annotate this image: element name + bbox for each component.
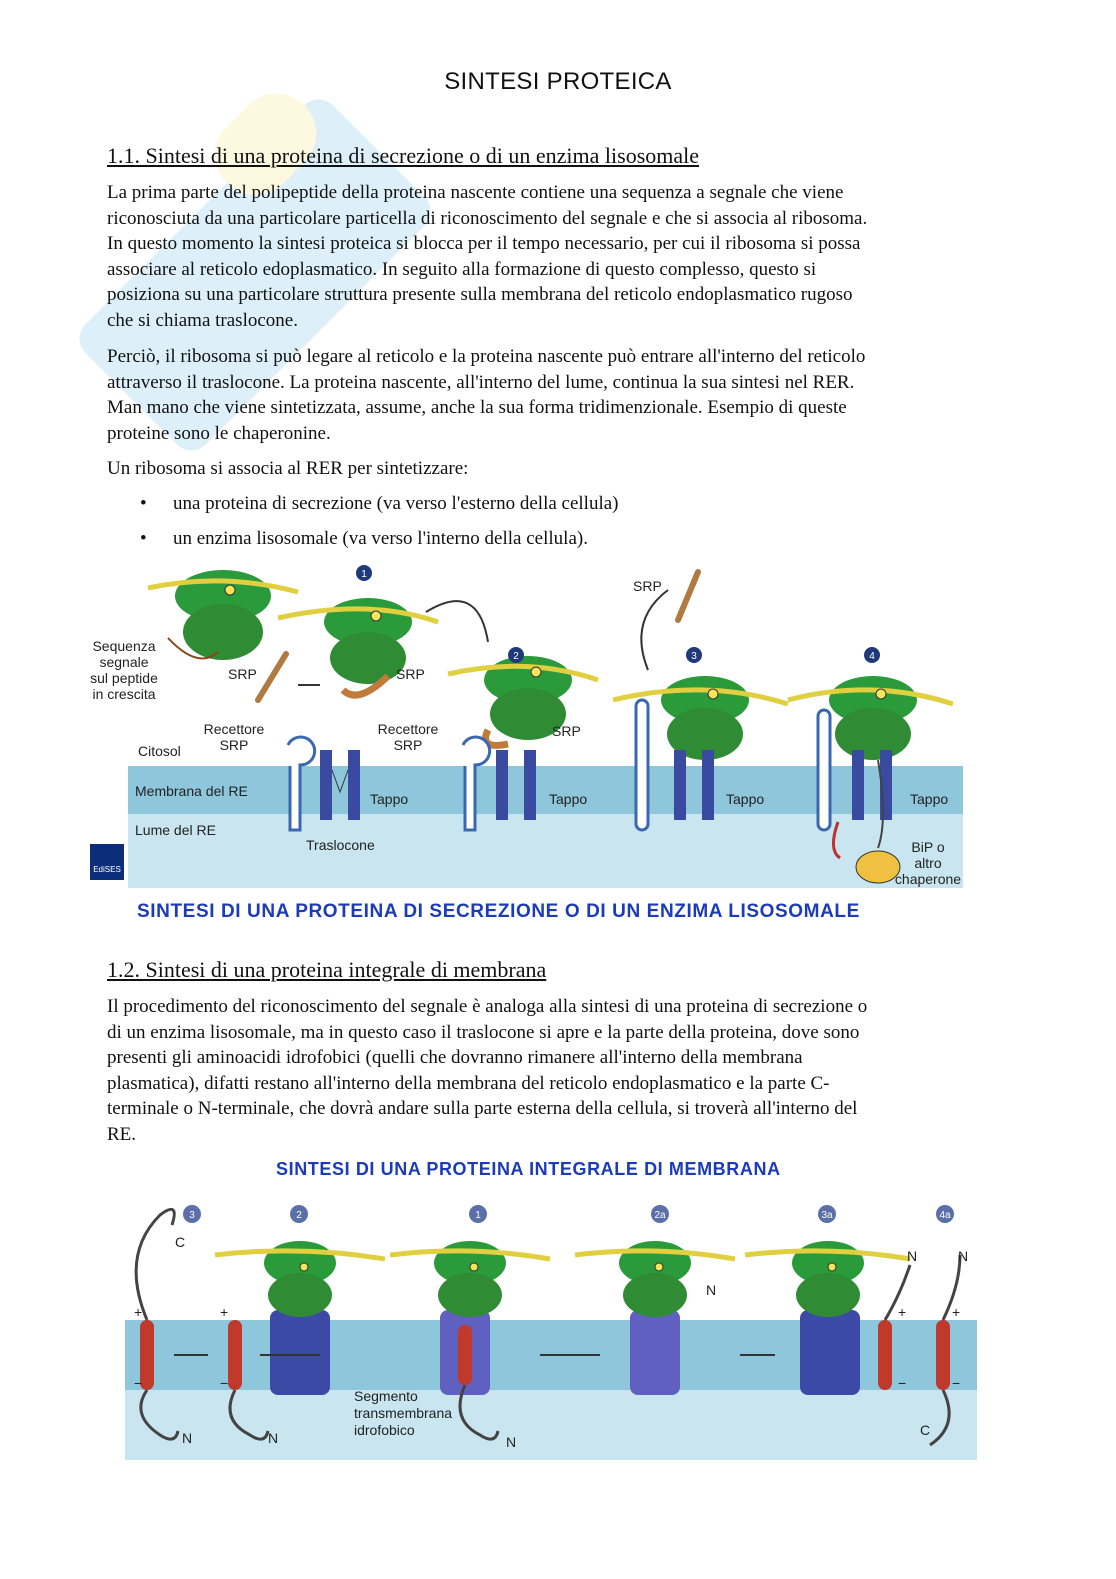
step-badge: [864, 647, 880, 663]
label-sequenza: Sequenza: [92, 638, 156, 654]
label-srp: SRP: [396, 666, 425, 682]
label-recettore: SRP: [393, 737, 423, 753]
label-tappo: Tappo: [549, 791, 588, 807]
translocon-icon: [630, 1310, 680, 1395]
srp-rod-icon: [258, 654, 286, 700]
text-line: che si chiama traslocone.: [107, 309, 298, 331]
text-line: Il procedimento del riconoscimento del segnale è analoga alla sintesi di una proteina di secrezione o: [107, 996, 868, 1017]
label-sequenza: sul peptide: [90, 670, 158, 686]
text-line: posiziona su una particolare struttura presente sulla membrana del reticolo endoplasmatico rugoso: [107, 284, 853, 306]
translocon-icon: [800, 1310, 860, 1395]
figure-2-diagram: [120, 1195, 980, 1465]
list-item-text: un enzima lisosomale (va verso l'interno della cellula).: [173, 527, 588, 549]
step-number: 2: [296, 1210, 302, 1221]
label-n-term: N: [907, 1248, 918, 1264]
label-n-term: N: [268, 1430, 279, 1446]
section-2: [107, 957, 1007, 983]
bullet-dot: •: [140, 493, 147, 514]
ribosome-icon: [148, 570, 298, 660]
label-tappo: Tappo: [726, 791, 765, 807]
step-number: 4a: [939, 1210, 951, 1221]
section-1-paragraph-1: [107, 180, 1007, 334]
label-srp: SRP: [552, 723, 581, 739]
label-lume: Lume del RE: [135, 822, 216, 838]
step-badge: [508, 647, 524, 663]
label-n-term: N: [958, 1248, 969, 1264]
label-recettore: SRP: [219, 737, 249, 753]
text-line: Man mano che viene sintetizzata, assume, anche la sua forma tridimenzionale. Esempio di queste: [107, 397, 847, 419]
label-minus: −: [220, 1375, 229, 1391]
label-plus: +: [220, 1304, 229, 1320]
step-number: 2: [513, 651, 519, 662]
label-plus: +: [952, 1304, 961, 1320]
label-srp: SRP: [228, 666, 257, 682]
ribosome-icon: [788, 676, 953, 760]
step-badge: [686, 647, 702, 663]
ribosome-icon: [390, 1241, 550, 1317]
label-recettore: Recettore: [377, 721, 439, 737]
label-sequenza: in crescita: [92, 686, 156, 702]
step-number: 4: [869, 651, 875, 662]
srp-rod-icon: [678, 572, 698, 620]
text-line: Perciò, il ribosoma si può legare al reticolo e la proteina nascente può entrare all'interno del reticolo: [107, 346, 866, 367]
label-traslocone: Traslocone: [306, 837, 375, 853]
step-number: 3: [691, 651, 697, 662]
list-item-text: una proteina di secrezione (va verso l'esterno della cellula): [173, 493, 619, 514]
label-tappo: Tappo: [370, 791, 409, 807]
figure-1-diagram: [88, 560, 968, 895]
edises-logo: [90, 844, 124, 880]
step-number: 3: [189, 1210, 195, 1221]
label-citosol: Citosol: [138, 743, 181, 759]
text-line: terminale o N-terminale, che dovrà andare sulla parte esterna della cellula, si troverà all'interno del: [107, 1098, 858, 1120]
text-line: La prima parte del polipeptide della proteina nascente contiene una sequenza a segnale che viene: [107, 182, 844, 203]
figure-1-caption: SINTESI DI UNA PROTEINA DI SECREZIONE O DI UN ENZIMA LISOSOMALE: [137, 901, 860, 922]
label-c-term: C: [175, 1234, 186, 1250]
bullet-list: [107, 491, 987, 560]
label-segmento: Segmento: [354, 1388, 418, 1404]
label-membrana: Membrana del RE: [135, 783, 248, 799]
section-1-paragraph-2: [107, 344, 1007, 446]
bullet-dot: •: [140, 527, 147, 549]
text-line: associare al reticolo edoplasmatico. In seguito alla formazione di questo complesso, questo si: [107, 258, 817, 280]
text-line: plasmatica), difatti restano all'interno della membrana del reticolo endoplasmatico e la parte C-: [107, 1072, 830, 1094]
label-c-term: C: [920, 1422, 931, 1438]
label-n-term: N: [506, 1434, 517, 1450]
section-1: [107, 143, 1007, 169]
section-1-paragraph-3: [107, 456, 1007, 482]
step-number: 1: [361, 569, 367, 580]
text-line: di un enzima lisosomale, ma in questo caso il traslocone si apre e la parte della proteina, dove sono: [107, 1021, 860, 1043]
label-n-term: N: [706, 1282, 717, 1298]
label-segmento: idrofobico: [354, 1422, 415, 1438]
label-srp: SRP: [633, 578, 662, 594]
step-number: 2a: [654, 1210, 666, 1221]
curved-arrow-icon: [641, 590, 668, 670]
text-line: proteine sono le chaperonine.: [107, 422, 331, 444]
label-plus: +: [134, 1304, 143, 1320]
label-minus: −: [134, 1375, 143, 1391]
lumen-band: [125, 1390, 977, 1460]
label-tappo: Tappo: [910, 791, 949, 807]
label-n-term: N: [182, 1430, 193, 1446]
er-membrane-band: [128, 766, 963, 814]
label-minus: −: [898, 1375, 907, 1391]
label-recettore: Recettore: [203, 721, 265, 737]
label-sequenza: segnale: [99, 654, 149, 670]
text-line: Un ribosoma si associa al RER per sintetizzare:: [107, 458, 469, 479]
step-badge: [356, 565, 372, 581]
text-line: RE.: [107, 1123, 137, 1145]
edises-logo-text: EdiSES: [93, 865, 121, 874]
srp-receptor-icon: [636, 700, 648, 830]
list-item: [107, 491, 987, 517]
section-1-heading: 1.1. Sintesi di una proteina di secrezione o di un enzima lisosomale: [107, 143, 700, 168]
page-title: SINTESI PROTEICA: [444, 68, 672, 95]
translocon-icon: [270, 1310, 330, 1395]
text-line: attraverso il traslocone. La proteina nascente, all'interno del lume, continua la sua sintesi nel RER.: [107, 371, 855, 393]
text-line: presenti gli aminoacidi idrofobici (quelli che dovranno rimanere all'interno della membrana: [107, 1047, 803, 1069]
section-2-paragraph: [107, 994, 1007, 1148]
ribosome-icon: [745, 1241, 910, 1317]
label-bip: BiP o: [911, 839, 945, 855]
label-segmento: transmembrana: [354, 1405, 453, 1421]
chaperone-icon: [856, 851, 900, 883]
step-number: 3a: [821, 1210, 833, 1221]
text-line: riconosciuta da una particolare particella di riconoscimento del segnale e che si associa al ribosoma.: [107, 207, 868, 229]
text-line: In questo momento la sintesi proteica si blocca per il tempo necessario, per cui il ribosoma si possa: [107, 233, 861, 255]
figure-2-caption: SINTESI DI UNA PROTEINA INTEGRALE DI MEMBRANA: [276, 1159, 781, 1179]
list-item: [107, 526, 987, 552]
label-plus: +: [898, 1304, 907, 1320]
step-number: 1: [475, 1210, 481, 1221]
label-bip: altro: [914, 855, 942, 871]
srp-receptor-icon: [818, 710, 830, 830]
ribosome-icon: [575, 1241, 735, 1317]
label-minus: −: [952, 1375, 961, 1391]
section-2-heading: 1.2. Sintesi di una proteina integrale di membrana: [107, 957, 547, 982]
ribosome-icon: [215, 1241, 385, 1317]
label-bip: chaperone: [894, 871, 962, 887]
